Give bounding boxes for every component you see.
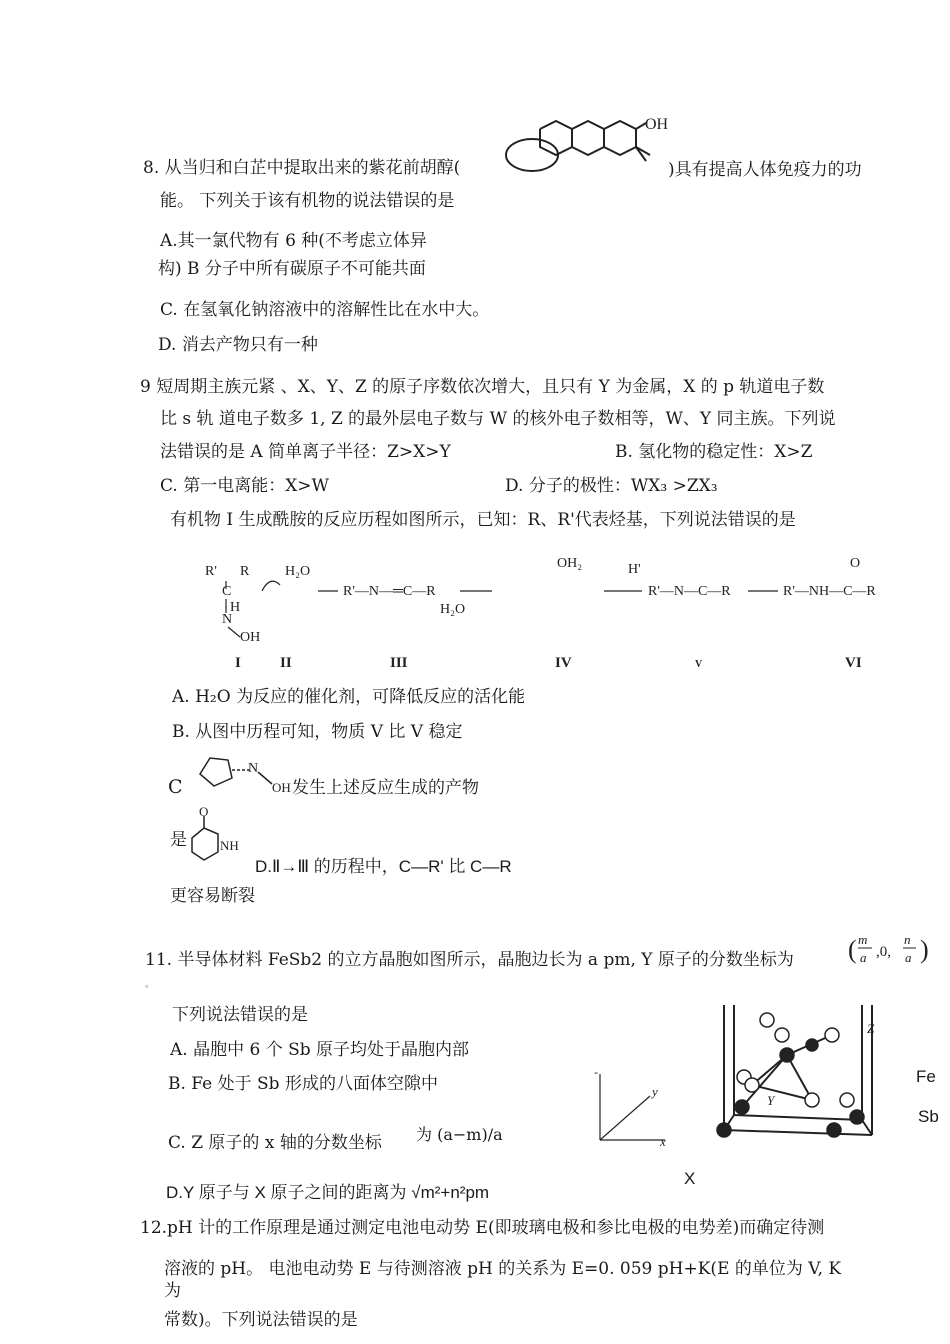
q10-option-c-letter: C: [168, 776, 183, 798]
q8-stem-line2: 能。 下列关于该有机物的说法错误的是: [160, 191, 455, 211]
q11-label-x: X: [684, 1169, 696, 1188]
q11-coordinate-formula: [848, 930, 938, 970]
q12-line3: 常数)。下列说法错误的是: [164, 1310, 358, 1330]
q12-line2b: 为: [164, 1281, 181, 1301]
q12-line1: 12.pH 计的工作原理是通过测定电池电动势 E(即玻璃电极和参比电极的电势差)而确定待测: [140, 1218, 825, 1238]
q11-stem: 11. 半导体材料 FeSb2 的立方晶胞如图所示，晶胞边长为 a pm, Y 原子的分数坐标为: [145, 950, 794, 970]
q8-stem-part2: )具有提高人体免疫力的功: [668, 160, 862, 180]
diag-label-o: O: [850, 556, 861, 571]
q11-dot: 。: [145, 979, 155, 990]
q11-crystal-cell: [712, 1005, 912, 1155]
diag-stage-i: I: [235, 655, 241, 671]
svg-text:): ): [920, 935, 929, 964]
svg-text:O: O: [199, 804, 209, 819]
diag-label-h-plus: H': [628, 562, 641, 577]
q10-option-d-cont: 更容易断裂: [170, 886, 255, 906]
diag-stage-ii: II: [280, 655, 292, 671]
q10-lactam-structure: [182, 804, 262, 868]
q10-option-c-prefix: 是: [170, 830, 187, 850]
svg-text:n: n: [904, 932, 911, 947]
diag-stage-v: V: [695, 659, 703, 670]
svg-text:-: -: [594, 1065, 598, 1079]
diag-stage-iv: IV: [555, 655, 572, 671]
q11-label-fe: Fe: [916, 1067, 936, 1086]
svg-text:N: N: [248, 761, 259, 776]
svg-text:a: a: [860, 950, 867, 965]
q11-label-sb: Sb: [918, 1107, 939, 1126]
q11-atom-z: Z: [867, 1021, 875, 1036]
q8-struct-oh: OH: [645, 116, 669, 133]
q10-reaction-diagram: [200, 545, 900, 685]
q10-struct-nh: NH: [220, 838, 239, 853]
svg-text:(: (: [848, 935, 857, 964]
diag-label-h2o-top: H₂O: [285, 564, 311, 579]
q11-subquestion: 下列说法错误的是: [172, 1005, 308, 1025]
q12-line2: 溶液的 pH。 电池电动势 E 与待测溶液 pH 的关系为 E=0. 059 pH+K(E 的单位为 V, K: [164, 1259, 842, 1279]
q11-option-c-fraction: 为 (a−m)/a: [416, 1125, 503, 1144]
q10-option-b: B. 从图中历程可知，物质 V 比 V 稳定: [172, 722, 463, 742]
q9-line1: 9 短周期主族元紧 、X、Y、Z 的原子序数依次增大，且只有 Y 为金属，X 的 p 轨道电子数: [140, 377, 825, 397]
q9-option-c: C. 第一电离能：X>W: [160, 476, 330, 496]
q8-option-c: C. 在氢氧化钠溶液中的溶解性比在水中大。: [160, 300, 490, 320]
q8-option-a-line2: 构) B 分子中所有碳原子不可能共面: [158, 259, 426, 279]
q11-option-a: A. 晶胞中 6 个 Sb 原子均处于晶胞内部: [170, 1040, 470, 1060]
q10-stem: 有机物 I 生成酰胺的反应历程如图所示，已知：R、R'代表烃基，下列说法错误的是: [170, 510, 796, 530]
q10-option-a: A. H₂O 为反应的催化剂，可降低反应的活化能: [172, 687, 526, 707]
diag-label-c1: C: [222, 584, 232, 599]
diag-stage-vi: VI: [845, 655, 862, 671]
diag-label-h1: H: [230, 600, 241, 615]
q8-structure-image: [500, 115, 670, 175]
q9-option-b: B. 氢化物的稳定性：X>Z: [615, 442, 813, 462]
svg-text:a: a: [905, 950, 912, 965]
diag-label-n1: N: [222, 612, 233, 627]
svg-text:,0,: ,0,: [876, 944, 891, 960]
diag-label-oh2: OH₂: [557, 556, 583, 571]
q10-cyclopentyl-oxime-structure: [192, 752, 292, 797]
q11-axes: [590, 1065, 680, 1150]
diag-stage-iii: III: [390, 655, 408, 671]
q11-axis-y: y: [652, 1084, 658, 1099]
q10-struct-oh: OH: [272, 780, 291, 795]
q11-option-b: B. Fe 处于 Sb 形成的八面体空隙中: [168, 1074, 438, 1094]
q11-atom-y: Y: [767, 1093, 775, 1108]
q11-option-d: D.Y 原子与 X 原子之间的距离为 √m²+n²pm: [166, 1183, 490, 1202]
svg-text:m: m: [858, 932, 868, 947]
q9-line2: 比 s 轨 道电子数多 1, Z 的最外层电子数与 W 的核外电子数相等，W、Y 同主族。下列说: [160, 409, 836, 429]
q9-option-d: D. 分子的极性：WX₃ >ZX₃: [505, 476, 718, 496]
diag-label-r1: R': [205, 564, 217, 579]
q10-option-c-text: 发生上述反应生成的产物: [292, 778, 479, 798]
q11-option-c: C. Z 原子的 x 轴的分数坐标: [168, 1133, 382, 1153]
q8-option-d: D. 消去产物只有一种: [158, 335, 318, 355]
q8-option-a-line1: A.其一氯代物有 6 种(不考虑立体异: [160, 231, 427, 251]
q9-option-a: 法错误的是 A 简单离子半径：Z>X>Y: [160, 442, 451, 462]
diag-label-h2o-bottom: H₂O: [440, 602, 466, 617]
diag-label-iii: R'—N—═C—R: [343, 584, 436, 599]
q11-axis-x: x: [660, 1134, 666, 1149]
diag-label-oh1: OH: [240, 630, 261, 645]
diag-label-r2: R: [240, 564, 250, 579]
diag-label-vi: R'—NH—C—R: [783, 584, 876, 599]
diag-label-v: R'—N—C—R: [648, 584, 731, 599]
q10-option-d: D.Ⅱ→Ⅲ 的历程中，C—R' 比 C—R: [255, 857, 512, 876]
q8-stem-part1: 8. 从当归和白芷中提取出来的紫花前胡醇(: [143, 158, 461, 178]
